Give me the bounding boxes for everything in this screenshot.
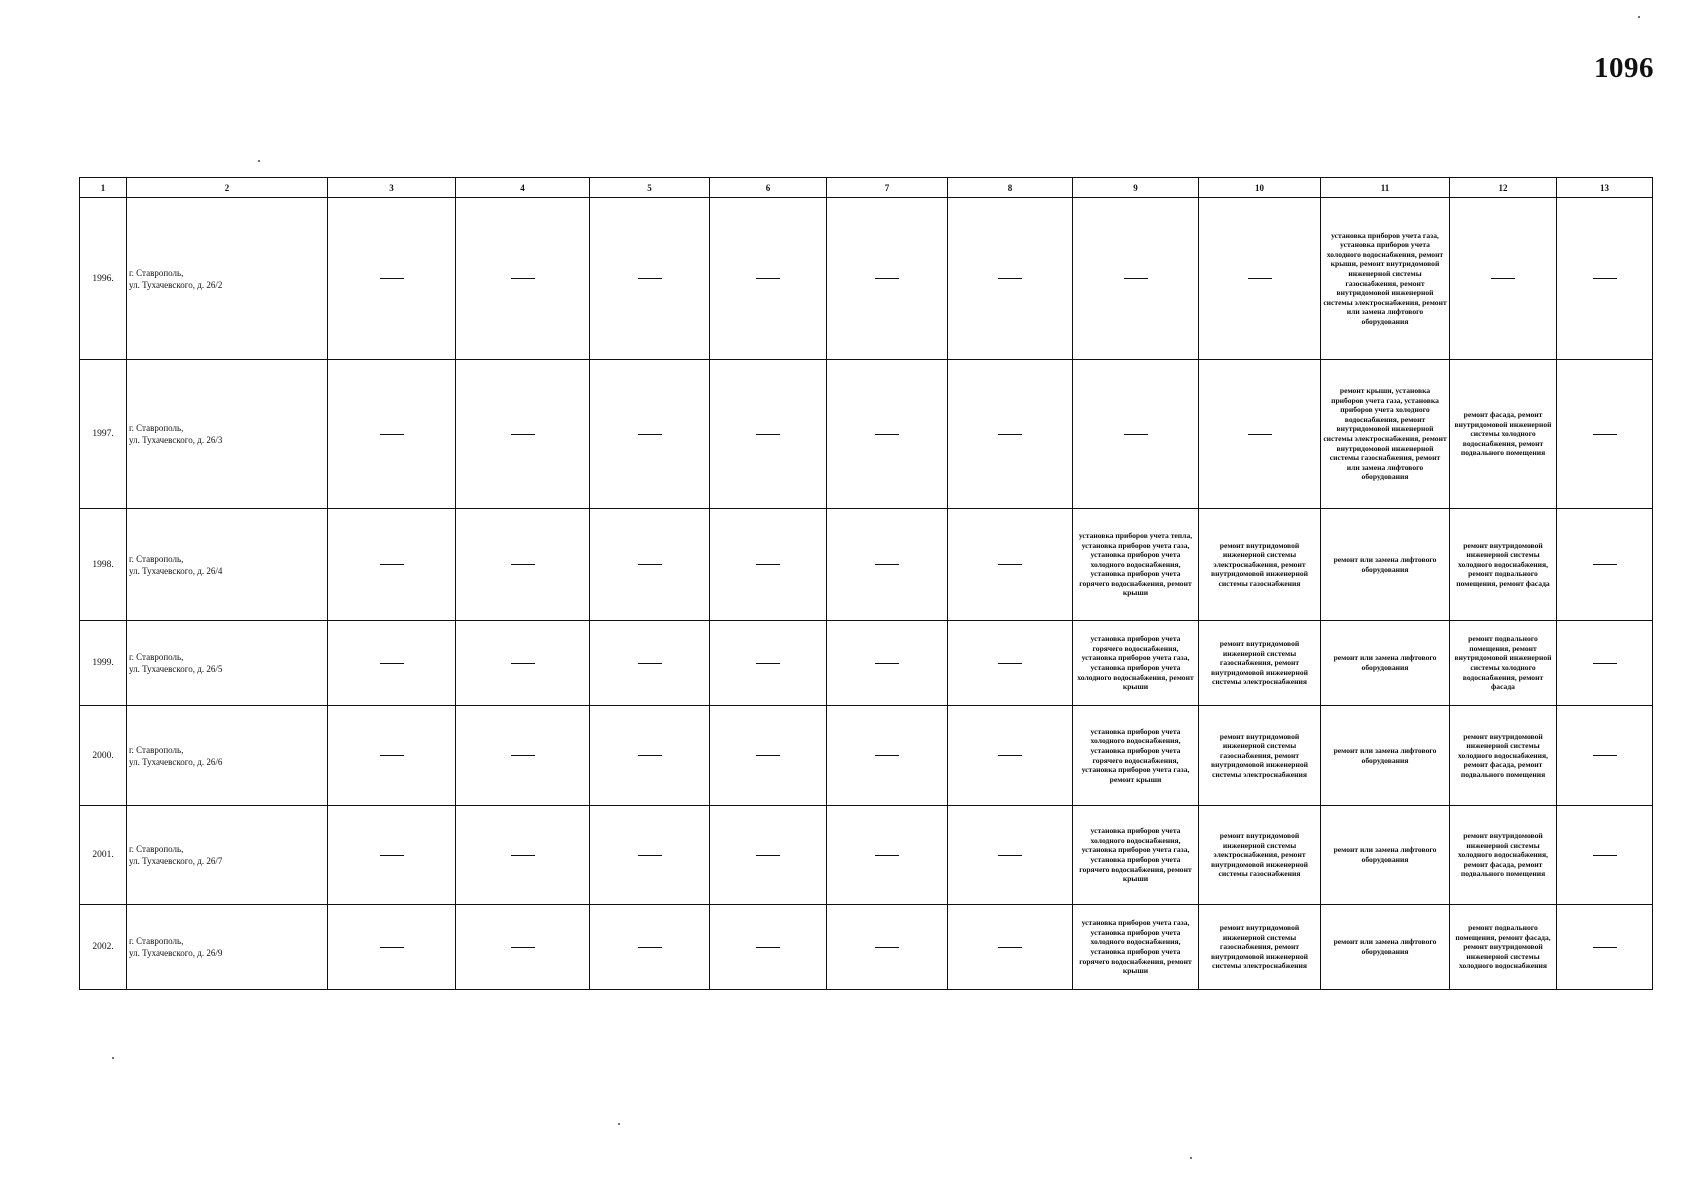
column-header: 3 bbox=[328, 178, 456, 198]
col10-works-cell: ремонт внутридомовой инженерной системы электроснабжения, ремонт внутридомовой инженерной системы газоснабжения bbox=[1199, 806, 1321, 905]
dash-mark bbox=[998, 947, 1022, 948]
column-header: 8 bbox=[948, 178, 1073, 198]
col11-works-cell: ремонт или замена лифтового оборудования bbox=[1321, 905, 1450, 990]
col11-works-cell: ремонт или замена лифтового оборудования bbox=[1321, 806, 1450, 905]
row-number-cell: 1998. bbox=[80, 509, 127, 621]
dash-mark bbox=[1593, 278, 1617, 279]
dash-mark bbox=[511, 855, 535, 856]
column-header: 2 bbox=[127, 178, 328, 198]
col13-cell bbox=[1557, 360, 1653, 509]
row-number-cell: 2002. bbox=[80, 905, 127, 990]
col13-cell bbox=[1557, 905, 1653, 990]
col7-cell bbox=[827, 360, 948, 509]
address-city: г. Ставрополь, bbox=[129, 553, 184, 564]
col4-cell bbox=[456, 905, 590, 990]
col12-works-cell: ремонт внутридомовой инженерной системы холодного водоснабжения, ремонт подвального помещения, ремонт фасада bbox=[1450, 509, 1557, 621]
dash-mark bbox=[875, 855, 899, 856]
col5-cell bbox=[590, 905, 710, 990]
col9-works-cell: установка приборов учета горячего водоснабжения, установка приборов учета газа, установка приборов учета холодного водоснабжения, ремонт крыши bbox=[1073, 621, 1199, 706]
column-header: 10 bbox=[1199, 178, 1321, 198]
dash-mark bbox=[1593, 663, 1617, 664]
scan-speck bbox=[1190, 1157, 1192, 1159]
dash-mark bbox=[756, 855, 780, 856]
col8-cell bbox=[948, 509, 1073, 621]
col9-works-cell: установка приборов учета тепла, установка приборов учета газа, установка приборов учета холодного водоснабжения, установка приборов учета горячего водоснабжения, ремонт крыши bbox=[1073, 509, 1199, 621]
table-body bbox=[80, 198, 1653, 990]
dash-mark bbox=[638, 755, 662, 756]
dash-mark bbox=[756, 278, 780, 279]
column-header: 9 bbox=[1073, 178, 1199, 198]
col11-works-cell: установка приборов учета газа, установка приборов учета холодного водоснабжения, ремонт крыши, ремонт внутридомовой инженерной системы газоснабжения, ремонт внутридомовой инженерной системы электроснабжения, ремонт или замена лифтового оборудования bbox=[1321, 198, 1450, 360]
col5-cell bbox=[590, 806, 710, 905]
col6-cell bbox=[710, 621, 827, 706]
col11-works-cell: ремонт крыши, установка приборов учета газа, установка приборов учета холодного водоснабжения, ремонт внутридомовой инженерной системы электроснабжения, ремонт внутридомовой инженерной системы газоснабжения, ремонт или замена лифтового оборудования bbox=[1321, 360, 1450, 509]
address-street: ул. Тухачевского, д. 26/5 bbox=[129, 664, 223, 674]
col11-works-cell: ремонт или замена лифтового оборудования bbox=[1321, 509, 1450, 621]
col10-works-cell: ремонт внутридомовой инженерной системы электроснабжения, ремонт внутридомовой инженерной системы газоснабжения bbox=[1199, 509, 1321, 621]
col13-cell bbox=[1557, 509, 1653, 621]
column-number-row bbox=[80, 178, 1653, 198]
dash-mark bbox=[380, 755, 404, 756]
col8-cell bbox=[948, 621, 1073, 706]
dash-mark bbox=[875, 663, 899, 664]
col10-works-cell: ремонт внутридомовой инженерной системы газоснабжения, ремонт внутридомовой инженерной системы электроснабжения bbox=[1199, 905, 1321, 990]
col3-cell bbox=[328, 806, 456, 905]
dash-mark bbox=[1491, 278, 1515, 279]
col6-cell bbox=[710, 806, 827, 905]
dash-mark bbox=[1593, 755, 1617, 756]
dash-mark bbox=[511, 663, 535, 664]
dash-mark bbox=[998, 855, 1022, 856]
col12-works-cell bbox=[1450, 198, 1557, 360]
dash-mark bbox=[511, 434, 535, 435]
col6-cell bbox=[710, 706, 827, 806]
dash-mark bbox=[380, 564, 404, 565]
table-row bbox=[80, 706, 1653, 806]
col4-cell bbox=[456, 806, 590, 905]
col6-cell bbox=[710, 360, 827, 509]
table-row bbox=[80, 360, 1653, 509]
col13-cell bbox=[1557, 806, 1653, 905]
dash-mark bbox=[998, 278, 1022, 279]
address-cell bbox=[127, 509, 328, 621]
address-street: ул. Тухачевского, д. 26/3 bbox=[129, 435, 223, 445]
address-city: г. Ставрополь, bbox=[129, 844, 184, 854]
dash-mark bbox=[998, 663, 1022, 664]
col8-cell bbox=[948, 360, 1073, 509]
column-header: 6 bbox=[710, 178, 827, 198]
dash-mark bbox=[638, 855, 662, 856]
scan-speck bbox=[112, 1057, 114, 1059]
col4-cell bbox=[456, 621, 590, 706]
table-row bbox=[80, 905, 1653, 990]
col4-cell bbox=[456, 509, 590, 621]
dash-mark bbox=[998, 434, 1022, 435]
col3-cell bbox=[328, 905, 456, 990]
col7-cell bbox=[827, 806, 948, 905]
col12-works-cell: ремонт внутридомовой инженерной системы холодного водоснабжения, ремонт фасада, ремонт подвального помещения bbox=[1450, 806, 1557, 905]
scan-speck bbox=[1638, 16, 1640, 18]
col5-cell bbox=[590, 198, 710, 360]
dash-mark bbox=[756, 947, 780, 948]
dash-mark bbox=[511, 564, 535, 565]
column-header: 5 bbox=[590, 178, 710, 198]
row-number-cell: 1999. bbox=[80, 621, 127, 706]
scan-speck bbox=[258, 160, 260, 162]
address-city: г. Ставрополь, bbox=[129, 744, 184, 755]
dash-mark bbox=[1593, 947, 1617, 948]
dash-mark bbox=[1248, 434, 1272, 435]
dash-mark bbox=[756, 564, 780, 565]
col13-cell bbox=[1557, 198, 1653, 360]
dash-mark bbox=[1248, 278, 1272, 279]
dash-mark bbox=[638, 663, 662, 664]
col7-cell bbox=[827, 621, 948, 706]
col4-cell bbox=[456, 360, 590, 509]
col4-cell bbox=[456, 706, 590, 806]
address-street: ул. Тухачевского, д. 26/9 bbox=[129, 948, 223, 958]
address-street: ул. Тухачевского, д. 26/4 bbox=[129, 565, 223, 576]
dash-mark bbox=[875, 947, 899, 948]
dash-mark bbox=[511, 278, 535, 279]
column-header: 7 bbox=[827, 178, 948, 198]
dash-mark bbox=[380, 434, 404, 435]
col11-works-cell: ремонт или замена лифтового оборудования bbox=[1321, 621, 1450, 706]
col8-cell bbox=[948, 706, 1073, 806]
row-number-cell: 1997. bbox=[80, 360, 127, 509]
col5-cell bbox=[590, 360, 710, 509]
col5-cell bbox=[590, 509, 710, 621]
col8-cell bbox=[948, 905, 1073, 990]
address-city: г. Ставрополь, bbox=[129, 652, 184, 662]
col8-cell bbox=[948, 806, 1073, 905]
dash-mark bbox=[511, 755, 535, 756]
col9-works-cell bbox=[1073, 360, 1199, 509]
dash-mark bbox=[756, 755, 780, 756]
dash-mark bbox=[875, 278, 899, 279]
dash-mark bbox=[511, 947, 535, 948]
row-number-cell: 2001. bbox=[80, 806, 127, 905]
col12-works-cell: ремонт внутридомовой инженерной системы холодного водоснабжения, ремонт фасада, ремонт подвального помещения bbox=[1450, 706, 1557, 806]
scan-speck bbox=[618, 1123, 620, 1125]
address-city: г. Ставрополь, bbox=[129, 936, 184, 946]
dash-mark bbox=[756, 663, 780, 664]
column-header: 13 bbox=[1557, 178, 1653, 198]
column-header: 4 bbox=[456, 178, 590, 198]
dash-mark bbox=[638, 278, 662, 279]
address-street: ул. Тухачевского, д. 26/6 bbox=[129, 756, 223, 767]
address-cell bbox=[127, 905, 328, 990]
dash-mark bbox=[1124, 278, 1148, 279]
dash-mark bbox=[875, 434, 899, 435]
col3-cell bbox=[328, 621, 456, 706]
row-number-cell: 1996. bbox=[80, 198, 127, 360]
col6-cell bbox=[710, 509, 827, 621]
col5-cell bbox=[590, 706, 710, 806]
col7-cell bbox=[827, 198, 948, 360]
dash-mark bbox=[1593, 855, 1617, 856]
dash-mark bbox=[756, 434, 780, 435]
col11-works-cell: ремонт или замена лифтового оборудования bbox=[1321, 706, 1450, 806]
dash-mark bbox=[638, 564, 662, 565]
col13-cell bbox=[1557, 706, 1653, 806]
dash-mark bbox=[1593, 564, 1617, 565]
dash-mark bbox=[638, 434, 662, 435]
col9-works-cell: установка приборов учета газа, установка приборов учета холодного водоснабжения, установка приборов учета горячего водоснабжения, ремонт крыши bbox=[1073, 905, 1199, 990]
col5-cell bbox=[590, 621, 710, 706]
col10-works-cell bbox=[1199, 198, 1321, 360]
col6-cell bbox=[710, 905, 827, 990]
col7-cell bbox=[827, 706, 948, 806]
col7-cell bbox=[827, 905, 948, 990]
dash-mark bbox=[998, 755, 1022, 756]
row-number-cell: 2000. bbox=[80, 706, 127, 806]
column-header: 12 bbox=[1450, 178, 1557, 198]
col9-works-cell: установка приборов учета холодного водоснабжения, установка приборов учета газа, установка приборов учета горячего водоснабжения, ремонт крыши bbox=[1073, 806, 1199, 905]
col12-works-cell: ремонт подвального помещения, ремонт фасада, ремонт внутридомовой инженерной системы холодного водоснабжения bbox=[1450, 905, 1557, 990]
col12-works-cell: ремонт подвального помещения, ремонт внутридомовой инженерной системы холодного водоснабжения, ремонт фасада bbox=[1450, 621, 1557, 706]
col3-cell bbox=[328, 360, 456, 509]
dash-mark bbox=[380, 278, 404, 279]
table-row bbox=[80, 509, 1653, 621]
table-row bbox=[80, 621, 1653, 706]
col13-cell bbox=[1557, 621, 1653, 706]
address-street: ул. Тухачевского, д. 26/2 bbox=[129, 279, 223, 290]
capital-repair-table bbox=[79, 177, 1653, 990]
dash-mark bbox=[998, 564, 1022, 565]
col7-cell bbox=[827, 509, 948, 621]
col3-cell bbox=[328, 509, 456, 621]
column-header: 11 bbox=[1321, 178, 1450, 198]
col9-works-cell: установка приборов учета холодного водоснабжения, установка приборов учета горячего водоснабжения, установка приборов учета газа, ремонт крыши bbox=[1073, 706, 1199, 806]
dash-mark bbox=[380, 947, 404, 948]
col12-works-cell: ремонт фасада, ремонт внутридомовой инженерной системы холодного водоснабжения, ремонт подвального помещения bbox=[1450, 360, 1557, 509]
dash-mark bbox=[1593, 434, 1617, 435]
col10-works-cell: ремонт внутридомовой инженерной системы газоснабжения, ремонт внутридомовой инженерной системы электроснабжения bbox=[1199, 621, 1321, 706]
page-number: 1096 bbox=[1594, 52, 1654, 84]
table-row bbox=[80, 198, 1653, 360]
col6-cell bbox=[710, 198, 827, 360]
dash-mark bbox=[875, 755, 899, 756]
address-street: ул. Тухачевского, д. 26/7 bbox=[129, 856, 223, 866]
col10-works-cell: ремонт внутридомовой инженерной системы газоснабжения, ремонт внутридомовой инженерной системы электроснабжения bbox=[1199, 706, 1321, 806]
col10-works-cell bbox=[1199, 360, 1321, 509]
dash-mark bbox=[380, 663, 404, 664]
dash-mark bbox=[380, 855, 404, 856]
address-city: г. Ставрополь, bbox=[129, 267, 184, 278]
address-cell bbox=[127, 621, 328, 706]
address-cell bbox=[127, 806, 328, 905]
dash-mark bbox=[1124, 434, 1148, 435]
col3-cell bbox=[328, 198, 456, 360]
col3-cell bbox=[328, 706, 456, 806]
address-city: г. Ставрополь, bbox=[129, 423, 184, 433]
address-cell bbox=[127, 706, 328, 806]
column-header: 1 bbox=[80, 178, 127, 198]
table-row bbox=[80, 806, 1653, 905]
address-cell bbox=[127, 360, 328, 509]
dash-mark bbox=[875, 564, 899, 565]
col8-cell bbox=[948, 198, 1073, 360]
address-cell bbox=[127, 198, 328, 360]
col9-works-cell bbox=[1073, 198, 1199, 360]
dash-mark bbox=[638, 947, 662, 948]
col4-cell bbox=[456, 198, 590, 360]
